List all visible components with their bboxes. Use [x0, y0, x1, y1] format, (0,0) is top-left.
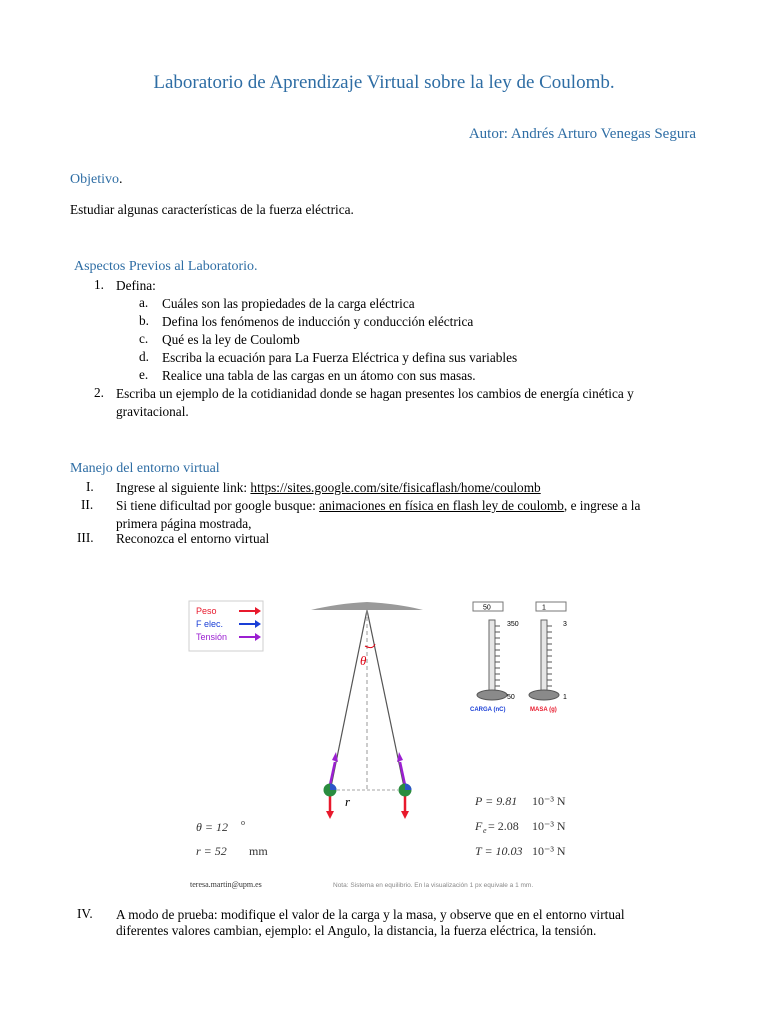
search-link[interactable]: animaciones en física en flash ley de coulomb: [319, 498, 564, 513]
theta-readout: θ = 12: [196, 820, 228, 834]
left-ball-detail: [330, 784, 337, 791]
charge-slider-track[interactable]: [489, 620, 495, 692]
r-readout: r = 52: [196, 844, 227, 858]
sub-item-text: Qué es la ley de Coulomb: [162, 332, 300, 347]
sub-item-letter: b.: [139, 313, 149, 328]
manejo-item-text-continued: diferentes valores cambian, ejemplo: el Angulo, la distancia, la fuerza eléctrica, la tensión.: [116, 923, 597, 938]
t-unit: 10⁻³ N: [532, 844, 566, 858]
sub-item-text: Realice una tabla de las cargas en un átomo con sus masas.: [162, 368, 476, 383]
sub-item-letter: e.: [139, 367, 149, 382]
ceiling-support: [311, 602, 423, 610]
simulation-note: Nota: Sistema en equilibrio. En la visualización 1 px equivale a 1 mm.: [333, 882, 534, 889]
manejo-item-text: Reconozca el entorno virtual: [116, 531, 270, 546]
list-item-text: Defina:: [116, 278, 156, 293]
manejo-item-text: [116, 497, 640, 515]
roman-number: I.: [86, 479, 94, 494]
list-item-text: Escriba un ejemplo de la cotidianidad donde se hagan presentes los cambios de energía cinética y: [116, 386, 634, 401]
manejo-item-text: A modo de prueba: modifique el valor de la carga y la masa, y observe que en el entorno virtual: [116, 907, 625, 922]
charge-slider-ticks: [495, 626, 500, 686]
list-item-number: 2.: [94, 385, 104, 400]
legend-tension: Tensión: [196, 632, 228, 642]
mass-slider-handle[interactable]: [529, 690, 559, 700]
p-readout: P = 9.81: [475, 794, 518, 808]
right-weight-arrowhead: [401, 811, 409, 819]
roman-number: IV.: [77, 906, 93, 921]
p-unit: 10⁻³ N: [532, 794, 566, 808]
sub-item-text: Defina los fenómenos de inducción y conducción eléctrica: [162, 314, 474, 329]
author-email: teresa.martin@upm.es: [190, 880, 262, 889]
charge-min-label: 50: [507, 694, 515, 701]
charge-slider-handle[interactable]: [477, 690, 507, 700]
r-symbol: r: [345, 794, 351, 809]
mass-min-label: 1: [563, 694, 567, 701]
mass-slider-ticks: [547, 626, 552, 686]
manejo-item-text-continued: primera página mostrada,: [116, 516, 252, 531]
fe-readout-label: F: [475, 819, 483, 833]
theta-symbol: θ: [360, 653, 367, 668]
fe-readout-subscript: e: [483, 826, 487, 835]
document-title: Laboratorio de Aprendizaje Virtual sobre la ley de Coulomb.: [153, 72, 615, 93]
legend-f-elec: F elec.: [196, 619, 224, 629]
coulomb-simulation-figure: [187, 594, 587, 894]
mass-slider-track[interactable]: [541, 620, 547, 692]
document-author: Autor: Andrés Arturo Venegas Segura: [468, 126, 696, 142]
r-unit: mm: [249, 844, 268, 858]
roman-number: II.: [81, 497, 94, 512]
right-ball-detail: [405, 784, 412, 791]
objective-text: Estudiar algunas características de la fuerza eléctrica.: [70, 202, 354, 217]
mass-max-label: 3: [563, 621, 567, 628]
theta-unit: o: [241, 818, 245, 827]
list-item-text-continued: gravitacional.: [116, 404, 189, 419]
charge-input-value: 50: [483, 604, 491, 612]
roman-number: III.: [77, 530, 94, 545]
charge-max-label: 350: [507, 621, 519, 628]
legend-peso: Peso: [196, 606, 217, 616]
coulomb-link[interactable]: https://sites.google.com/site/fisicaflash/home/coulomb: [250, 480, 541, 495]
sub-item-letter: a.: [139, 295, 149, 310]
left-weight-arrowhead: [326, 811, 334, 819]
objective-heading: [70, 172, 123, 188]
mass-input-value: 1: [542, 604, 546, 612]
objective-heading-period: .: [119, 172, 123, 187]
list-item-number: 1.: [94, 277, 104, 292]
manejo-item-prefix: Si tiene dificultad por google busque:: [116, 498, 320, 513]
manejo-item-text: [116, 479, 541, 497]
charge-slider-label: CARGA (nC): [470, 707, 506, 713]
manejo-item-suffix: , e ingrese a la: [563, 498, 641, 513]
mass-input[interactable]: [536, 602, 566, 611]
sub-item-text: Cuáles son las propiedades de la carga eléctrica: [162, 296, 415, 311]
fe-readout-value: = 2.08: [488, 819, 519, 833]
sub-item-letter: c.: [139, 331, 149, 346]
fe-unit: 10⁻³ N: [532, 819, 566, 833]
manejo-item-prefix: Ingrese al siguiente link:: [116, 480, 251, 495]
objective-heading-label: Objetivo: [70, 172, 119, 187]
sub-item-letter: d.: [139, 349, 149, 364]
mass-slider-label: MASA (g): [530, 707, 557, 713]
previous-heading: Aspectos Previos al Laboratorio.: [74, 259, 258, 274]
sub-item-text: Escriba la ecuación para La Fuerza Eléctrica y defina sus variables: [162, 350, 518, 365]
manejo-heading: Manejo del entorno virtual: [70, 461, 220, 476]
t-readout: T = 10.03: [475, 844, 523, 858]
